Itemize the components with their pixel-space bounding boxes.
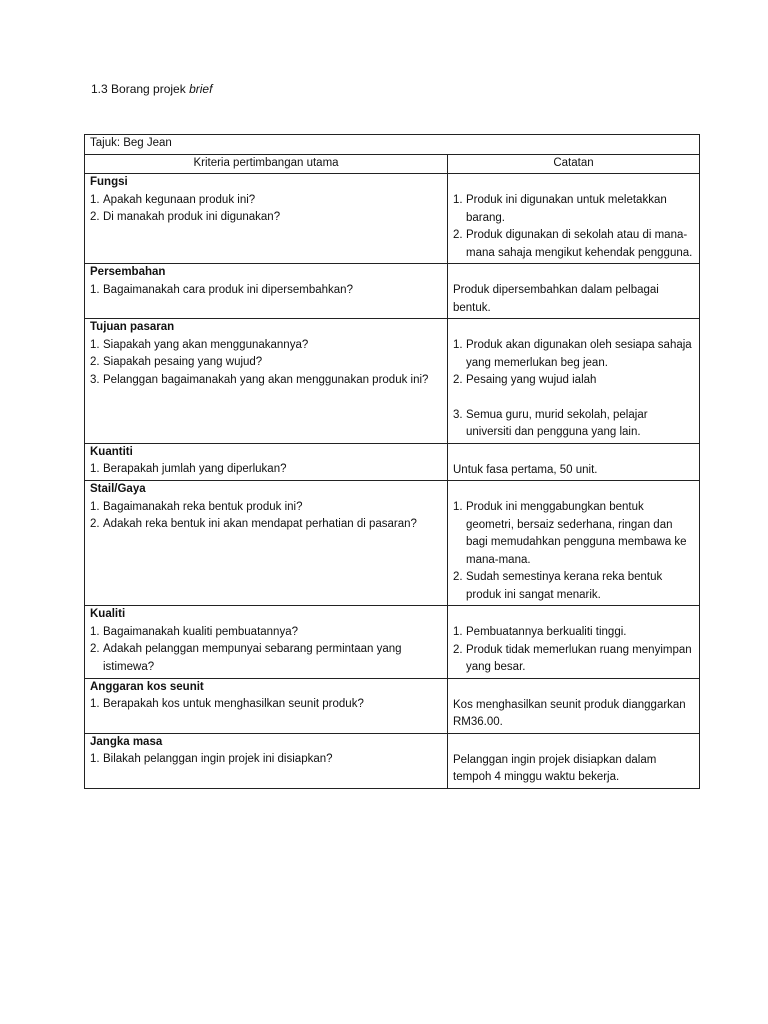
item-number: 1.: [90, 193, 100, 206]
column-header-criteria: Kriteria pertimbangan utama: [85, 154, 448, 174]
item-number: 2.: [453, 374, 463, 386]
criteria-cell: [85, 606, 448, 679]
notes-cell: [448, 319, 700, 444]
table-row-kuantiti: [85, 443, 700, 481]
list-item: [453, 337, 694, 372]
table-title: Tajuk: Beg Jean: [85, 135, 700, 155]
notes-cell: [448, 443, 700, 481]
item-number: 1.: [453, 501, 463, 513]
note-text: Pelanggan ingin projek disiapkan dalam tempoh 4 minggu waktu bekerja.: [453, 753, 657, 783]
list-item: [90, 372, 442, 390]
criteria-cell: [85, 174, 448, 264]
section-title: Stail/Gaya: [90, 483, 146, 495]
list-item: [90, 751, 442, 769]
notes-cell: [448, 174, 700, 264]
item-text: Pelanggan bagaimanakah yang akan menggunakan produk ini?: [103, 373, 429, 386]
list-item: [453, 569, 694, 604]
criteria-cell: [85, 319, 448, 444]
section-title: Jangka masa: [90, 735, 163, 748]
item-text: Bilakah pelanggan ingin projek ini disiapkan?: [103, 753, 333, 765]
item-text: Siapakah pesaing yang wujud?: [103, 356, 263, 368]
list-item: [90, 354, 442, 372]
heading-italic-text: brief: [189, 82, 213, 96]
item-text: Semua guru, murid sekolah, pelajar universiti dan pengguna yang lain.: [466, 408, 648, 438]
notes-list: [453, 499, 694, 604]
notes-list: [453, 337, 694, 442]
table-row-jangka-masa: [85, 733, 700, 788]
table-row-anggaran-kos: [85, 678, 700, 733]
section-title: Persembahan: [90, 266, 166, 278]
section-title: Anggaran kos seunit: [90, 680, 204, 693]
table-row-fungsi: [85, 174, 700, 264]
item-number: 1.: [90, 283, 100, 296]
note-text: Untuk fasa pertama, 50 unit.: [453, 463, 598, 476]
item-text: Pembuatannya berkualiti tinggi.: [466, 626, 627, 638]
section-title: Kualiti: [90, 608, 126, 620]
question-list: [90, 751, 442, 769]
list-item: [90, 337, 442, 355]
table-row-stail-gaya: [85, 481, 700, 606]
notes-list: [453, 624, 694, 677]
section-title: Kuantiti: [90, 445, 133, 458]
item-number: 1.: [90, 500, 100, 513]
table-row-persembahan: [85, 264, 700, 319]
notes-cell: [448, 264, 700, 319]
table-header-row: [85, 154, 700, 174]
heading-text: 1.3 Borang projek: [91, 82, 190, 96]
table-title-row: [85, 135, 700, 155]
item-text: Produk ini digunakan untuk meletakkan barang.: [466, 194, 667, 224]
question-list: [90, 337, 442, 390]
item-number: 1.: [90, 753, 100, 765]
list-item: [453, 372, 694, 390]
item-number: 3.: [90, 373, 100, 386]
list-item: [90, 624, 442, 642]
item-text: Berapakah jumlah yang diperlukan?: [103, 463, 287, 475]
item-number: 1.: [90, 625, 100, 638]
item-text: Produk akan digunakan oleh sesiapa sahaja yang memerlukan beg jean.: [466, 339, 692, 369]
column-header-notes: Catatan: [448, 154, 700, 174]
section-title: Fungsi: [90, 176, 128, 188]
item-number: 1.: [453, 194, 463, 206]
question-list: [90, 282, 442, 300]
item-number: 2.: [90, 518, 100, 530]
item-text: Siapakah yang akan menggunakannya?: [103, 338, 309, 351]
question-list: [90, 192, 442, 227]
notes-cell: [448, 606, 700, 679]
item-text: Adakah reka bentuk ini akan mendapat perhatian di pasaran?: [103, 518, 417, 530]
item-text: Sudah semestinya kerana reka bentuk produk ini sangat menarik.: [466, 571, 663, 601]
item-number: 2.: [90, 643, 100, 655]
item-text: Bagaimanakah cara produk ini dipersembahkan?: [103, 283, 353, 296]
notes-cell: [448, 481, 700, 606]
item-text: Produk tidak memerlukan ruang menyimpan yang besar.: [466, 643, 692, 673]
project-brief-table: [84, 134, 700, 789]
section-title: Tujuan pasaran: [90, 321, 175, 333]
item-number: 1.: [453, 626, 463, 638]
item-text: Apakah kegunaan produk ini?: [103, 193, 256, 206]
item-number: 2.: [453, 571, 463, 583]
list-item: [90, 282, 442, 300]
item-number: 1.: [453, 339, 463, 351]
list-item: [90, 696, 442, 714]
item-text: Bagaimanakah kualiti pembuatannya?: [103, 625, 298, 638]
criteria-cell: [85, 264, 448, 319]
criteria-cell: [85, 733, 448, 788]
list-item: [90, 641, 442, 676]
list-item: [90, 192, 442, 210]
item-text: Adakah pelanggan mempunyai sebarang permintaan yang istimewa?: [103, 643, 402, 673]
item-number: 2.: [90, 211, 100, 223]
question-list: [90, 696, 442, 714]
item-text: Produk digunakan di sekolah atau di mana-mana sahaja mengikut kehendak pengguna.: [466, 229, 693, 259]
list-item: [90, 209, 442, 227]
note-text: Kos menghasilkan seunit produk dianggarkan RM36.00.: [453, 698, 686, 728]
item-text: Produk ini menggabungkan bentuk geometri, bersaiz sederhana, ringan dan bagi memudahkan pengguna membawa ke mana-mana.: [466, 501, 687, 566]
notes-list: [453, 192, 694, 262]
list-item: [453, 642, 694, 677]
question-list: [90, 499, 442, 534]
notes-cell: [448, 678, 700, 733]
question-list: [90, 624, 442, 677]
list-item: [453, 407, 694, 442]
criteria-cell: [85, 481, 448, 606]
item-number: 1.: [90, 698, 100, 710]
list-item: [90, 516, 442, 534]
item-text: Pesaing yang wujud ialah: [466, 374, 597, 386]
list-item: [90, 461, 442, 479]
item-text: Di manakah produk ini digunakan?: [103, 211, 281, 223]
list-item: [453, 227, 694, 262]
table-row-kualiti: [85, 606, 700, 679]
item-number: 3.: [453, 408, 463, 421]
item-text: Berapakah kos untuk menghasilkan seunit produk?: [103, 698, 364, 710]
item-number: 1.: [90, 338, 100, 351]
list-item: [90, 499, 442, 517]
list-item: [453, 192, 694, 227]
page-heading: [91, 81, 212, 97]
item-number: 2.: [453, 229, 463, 241]
note-text: Produk dipersembahkan dalam pelbagai bentuk.: [453, 284, 659, 314]
item-text: Bagaimanakah reka bentuk produk ini?: [103, 500, 303, 513]
criteria-cell: [85, 443, 448, 481]
table-row-tujuan-pasaran: [85, 319, 700, 444]
item-number: 1.: [90, 463, 100, 475]
question-list: [90, 461, 442, 479]
item-number: 2.: [90, 356, 100, 368]
list-item: [453, 624, 694, 642]
criteria-cell: [85, 678, 448, 733]
list-item: [453, 499, 694, 569]
notes-cell: [448, 733, 700, 788]
item-number: 2.: [453, 643, 463, 656]
